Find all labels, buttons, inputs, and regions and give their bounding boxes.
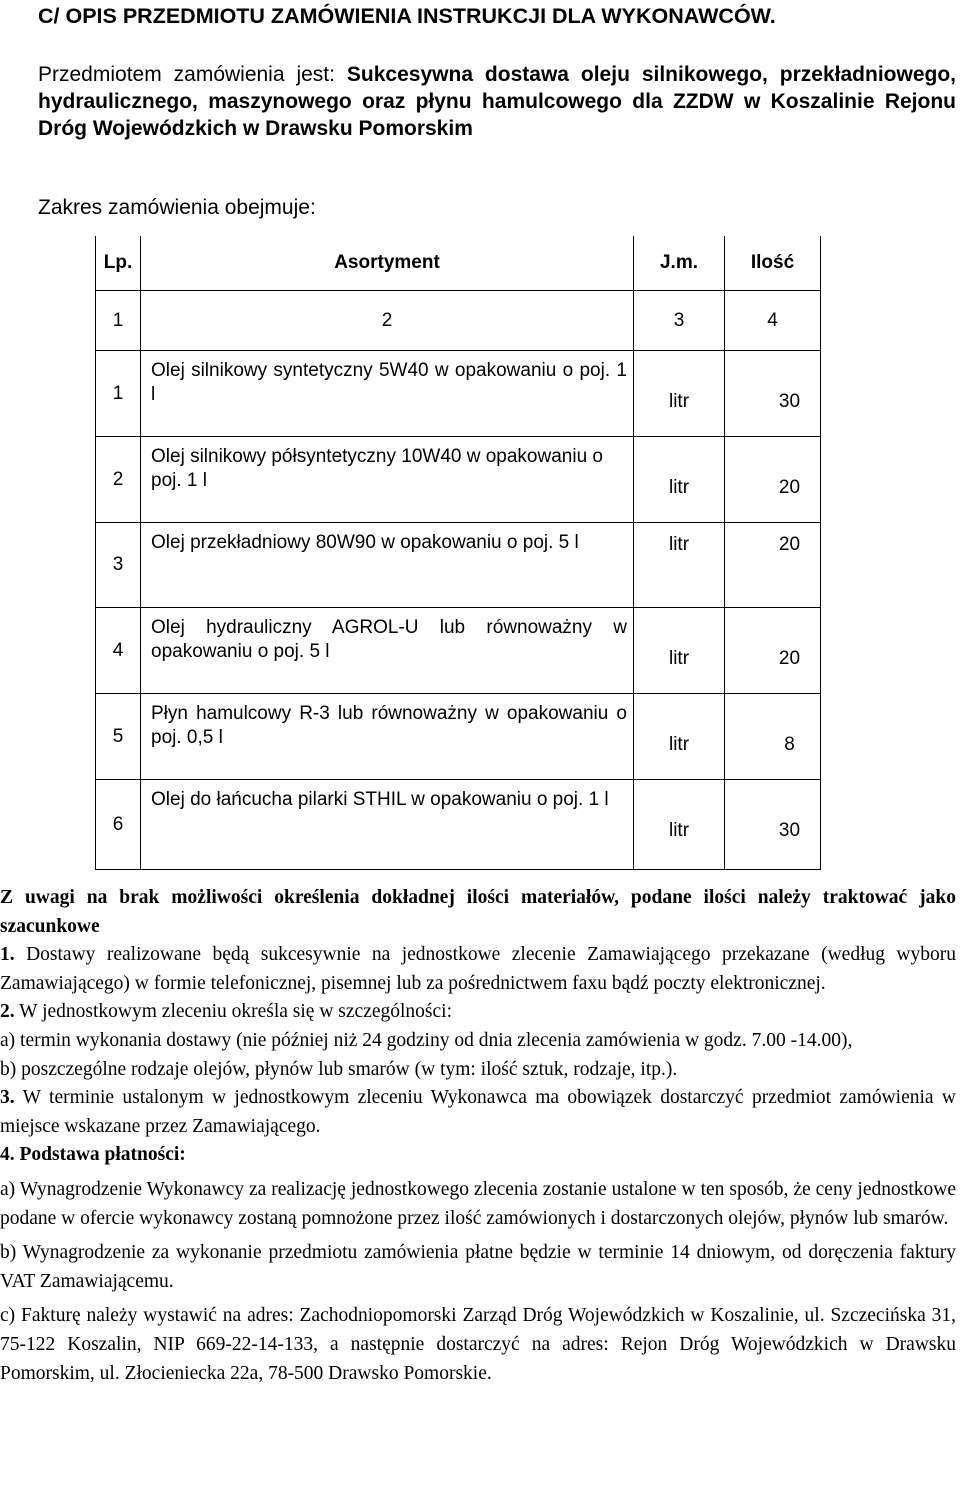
table-row	[96, 522, 820, 607]
clause-4-title: Podstawa płatności:	[19, 1144, 186, 1166]
column-number: 3	[634, 291, 725, 350]
row-unit: litr	[634, 437, 725, 522]
clause-3	[0, 1084, 956, 1141]
document-heading: C/ OPIS PRZEDMIOTU ZAMÓWIENIA INSTRUKCJI DLA WYKONAWCÓW.	[38, 4, 776, 28]
column-number: 2	[141, 291, 634, 350]
column-number: 4	[767, 309, 778, 331]
clause-1	[0, 941, 956, 998]
intro-prefix: Przedmiotem zamówienia jest:	[38, 63, 347, 86]
clause-2a: a) termin wykonania dostawy (nie później niż 24 godziny od dnia zlecenia zamówienia w godz. 7.00 -14.00),	[0, 1029, 853, 1051]
row-quantity: 20	[778, 534, 801, 555]
row-unit: litr	[634, 694, 725, 779]
row-unit: litr	[634, 351, 725, 436]
table-row	[96, 779, 820, 869]
clause-2b: b) poszczególne rodzaje olejów, płynów lub smarów (w tym: ilość sztuk, rodzaje, itp.).	[0, 1058, 678, 1080]
row-quantity: 30	[778, 820, 801, 841]
table-row	[96, 607, 820, 693]
row-item: Olej silnikowy syntetyczny 5W40 w opakowaniu o poj. 1 l	[141, 351, 634, 436]
clause-1-number: 1.	[0, 944, 15, 966]
clause-4	[0, 1141, 956, 1170]
clause-3-text: W terminie ustalonym w jednostkowym zleceniu Wykonawca ma obowiązek dostarczyć przedmiot zamówienia w miejsce wskazane przez Zamawiającego.	[0, 1087, 956, 1137]
header-assortment: Asortyment	[141, 236, 634, 290]
clause-4-number: 4.	[0, 1144, 15, 1166]
row-lp: 2	[96, 437, 141, 522]
row-item: Olej do łańcucha pilarki STHIL w opakowaniu o poj. 1 l	[141, 780, 634, 869]
clause-2-text: W jednostkowym zleceniu określa się w szczególności:	[19, 1001, 453, 1023]
row-unit: litr	[634, 608, 725, 693]
clause-3-number: 3.	[0, 1087, 15, 1109]
row-item: Płyn hamulcowy R-3 lub równoważny w opakowaniu o poj. 0,5 l	[141, 694, 634, 779]
row-item: Olej przekładniowy 80W90 w opakowaniu o poj. 5 l	[141, 523, 634, 607]
header-lp: Lp.	[96, 236, 141, 290]
row-lp: 3	[96, 523, 141, 607]
terms-section	[0, 884, 956, 1388]
row-lp: 6	[96, 780, 141, 869]
clause-2-number: 2.	[0, 1001, 15, 1023]
header-quantity: Ilość	[750, 252, 795, 273]
column-number: 1	[96, 291, 141, 350]
header-unit: J.m.	[634, 236, 725, 290]
table-row	[96, 350, 820, 436]
table-row	[96, 436, 820, 522]
row-quantity: 20	[778, 477, 801, 498]
row-unit: litr	[634, 780, 725, 869]
table-header-row	[96, 236, 820, 290]
row-item: Olej hydrauliczny AGROL-U lub równoważny w opakowaniu o poj. 5 l	[141, 608, 634, 693]
row-lp: 1	[96, 351, 141, 436]
row-quantity: 30	[778, 391, 801, 412]
estimate-warning: Z uwagi na brak możliwości określenia dokładnej ilości materiałów, podane ilości należy traktować jako szacunkowe	[0, 887, 956, 937]
row-lp: 5	[96, 694, 141, 779]
row-unit: litr	[634, 523, 725, 607]
intro-paragraph	[38, 61, 956, 142]
assortment-table	[95, 236, 821, 870]
clause-4b: b) Wynagrodzenie za wykonanie przedmiotu zamówienia płatne będzie w terminie 14 dniowym, od doręczenia faktury VAT Zamawiającemu.	[0, 1242, 956, 1292]
row-quantity: 8	[784, 734, 795, 755]
scope-label: Zakres zamówienia obejmuje:	[38, 196, 316, 219]
column-number-row	[96, 290, 820, 350]
row-quantity: 20	[778, 648, 801, 669]
table-row	[96, 693, 820, 779]
clause-1-text: Dostawy realizowane będą sukcesywnie na jednostkowe zlecenie Zamawiającego przekazane (według wyboru Zamawiającego) w formie telefonicznej, pisemnej lub za pośrednictwem faxu bądź poczty elektronicznej.	[0, 944, 957, 994]
clause-4c: c) Fakturę należy wystawić na adres: Zachodniopomorski Zarząd Dróg Wojewódzkich w Koszalinie, ul. Szczecińska 31, 75-122 Koszalin, NIP 669-22-14-133, a następnie dostarczyć na adres: Rejon Dróg Wojewódzkich w Drawsku Pomorskim, ul. Złocieniecka 22a, 78-500 Drawsko Pomorskie.	[0, 1305, 956, 1384]
row-item: Olej silnikowy półsyntetyczny 10W40 w opakowaniu o poj. 1 l	[141, 437, 634, 522]
clause-4a: a) Wynagrodzenie Wykonawcy za realizację jednostkowego zlecenia zostanie ustalone w ten sposób, że ceny jednostkowe podane w ofercie wykonawcy zostaną pomnożone przez ilość zamówionych i dostarczonych olejów, płynów lub smarów.	[0, 1178, 956, 1229]
clause-2	[0, 998, 956, 1027]
row-lp: 4	[96, 608, 141, 693]
intro-subject: Sukcesywna dostawa oleju silnikowego, przekładniowego, hydraulicznego, maszynowego oraz płynu hamulcowego dla ZZDW w Koszalinie Rejonu Dróg Wojewódzkich w Drawsku Pomorskim	[38, 63, 956, 140]
